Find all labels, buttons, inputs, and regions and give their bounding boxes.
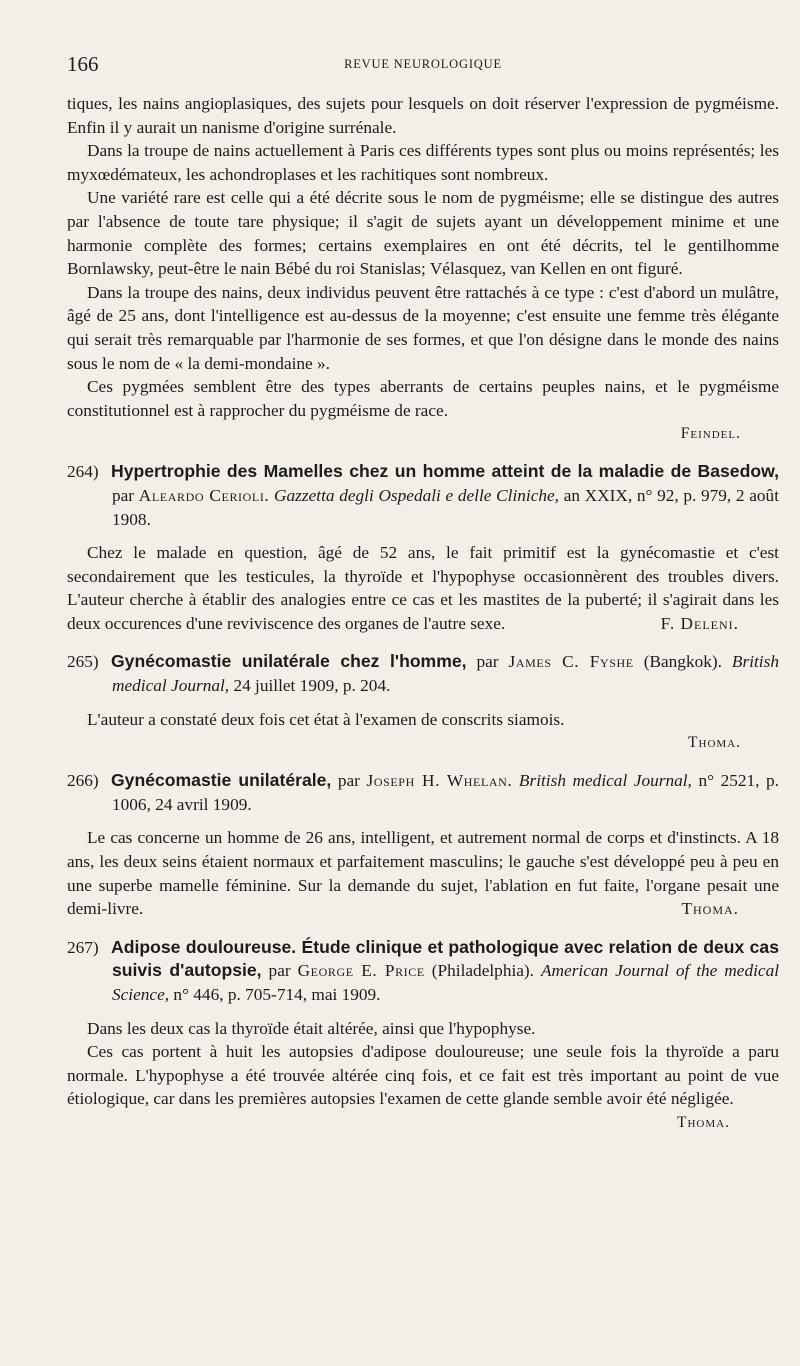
entry-number: 265) (67, 652, 99, 672)
running-title: REVUE NEUROLOGIQUE (344, 57, 502, 71)
entry-265-body: L'auteur a constaté deux fois cet état à l'examen de conscrits siamois. (87, 709, 565, 729)
entry-author: Joseph H. Whelan. (366, 771, 513, 791)
paragraph-troupe: Dans la troupe des nains, deux individus peuvent être rattachés à ce type : c'est d'abord un mulâtre, âgé de 25 ans, dont l'intelligence est au-dessus de la moyenne; c'est ensuite une femme très élégante qui serait très remarquable par l'harmonie de ses formes, et que l'on désigne dans le monde des nains sous le nom de « la demi-mondaine ». (67, 282, 779, 373)
paragraph-nain-types: Dans la troupe de nains actuellement à Paris ces différents types sont plus ou moins représentés; les myxœdémateux, les achondroplases et les rachitiques sont nombreux. (67, 141, 779, 184)
entry-title: Gynécomastie unilatérale, (111, 770, 332, 791)
entry-author: James C. Fyshe (508, 652, 634, 672)
entry-place: (Bangkok). (643, 652, 722, 672)
signature-thoma: Thoma. (688, 734, 741, 752)
running-head (67, 52, 779, 78)
page (67, 52, 779, 1134)
entry-number: 264) (67, 462, 99, 482)
entry-264 (67, 460, 779, 635)
entry-265 (67, 650, 779, 754)
entry-place: (Philadelphia). (431, 961, 535, 981)
entry-reference: n° 2521, p. 1006, 24 avril 1909. (112, 771, 779, 814)
signature-feindel: Feindel. (680, 425, 741, 443)
entry-267-body-2: Ces cas portent à huit les autopsies d'adipose douloureuse; une seule fois la thyroïde a paru normale. L'hypophyse a été trouvée altérée cinq fois, et ce fait est très important au point de vue étiologique, car dans les premières autopsies l'examen de cette glande semble avoir été négligée. (67, 1042, 779, 1109)
entry-title: Gynécomastie unilatérale chez l'homme, (111, 651, 467, 672)
entry-journal: Gazzetta degli Ospedali e delle Cliniche, (274, 485, 559, 505)
entry-by: par (476, 652, 499, 672)
entry-author: Aleardo Cerioli. (138, 485, 270, 505)
entry-body-text: Chez le malade en question, âgé de 52 ans, le fait primitif est la gynécomastie et c'est secondairement que les testicules, la thyroïde et l'hypophyse occasionnèrent des troubles divers. L'auteur cherche à établir des analogies entre ce cas et les mastites de la puberté; il s'agirait dans les deux occurences d'une reviviscence des organes de l'autre sexe. (67, 543, 779, 633)
entry-267-body-1: Dans les deux cas la thyroïde était altérée, ainsi que l'hypophyse. (87, 1018, 536, 1038)
entry-reference: n° 446, p. 705-714, mai 1909. (173, 985, 381, 1004)
entry-journal: British medical Journal, (112, 652, 779, 696)
entry-by: par (112, 485, 135, 505)
signature-thoma: Thoma. (681, 899, 739, 919)
signature-deleni: F. Deleni. (660, 613, 739, 633)
entry-264-heading (67, 460, 779, 531)
entry-by: par (268, 961, 291, 981)
paragraph-continuation: tiques, les nains angioplasiques, des sujets pour lesquels on doit réserver l'expression de pygméisme. Enfin il y aurait un nanisme d'origine surrénale. (67, 94, 779, 137)
entry-title: Hypertrophie des Mamelles chez un homme atteint de la maladie de Basedow, (111, 461, 779, 482)
paragraph-pygmeisme: Une variété rare est celle qui a été décrite sous le nom de pygméisme; elle se distingue des autres par l'absence de toute tare physique; il s'agit de sujets ayant un développement minime et une harmonie complète des formes; certains exemplaires en ont été décrits, tel le gentilhomme Bornlawsky, peut-être le nain Bébé du roi Stanislas; Vélasquez, van Kellen en ont figuré. (67, 188, 779, 279)
signature-thoma: Thoma. (677, 1113, 730, 1131)
entry-267-heading (67, 936, 779, 1007)
entry-266-heading (67, 769, 779, 816)
entry-title: Adipose douloureuse. Étude clinique et pathologique avec relation de deux cas suivis d'autopsie, (111, 936, 779, 981)
entry-reference: 24 juillet 1909, p. 204. (233, 676, 391, 696)
entry-journal: American Journal of the medical Science, (112, 961, 780, 1004)
entry-body-text: Le cas concerne un homme de 26 ans, intelligent, et autrement normal de corps et d'instincts. A 18 ans, les deux seins étaient normaux et parfaitement masculins; le gauche s'est développé peu à peu en une superbe mamelle féminine. Sur la demande du sujet, l'ablation en fut faite, l'organe pesait une demi-livre. (67, 828, 779, 919)
page-number: 166 (67, 52, 99, 76)
entry-264-body (67, 541, 779, 635)
entry-265-heading (67, 650, 779, 697)
entry-number: 266) (67, 771, 99, 791)
entry-266-body (67, 826, 779, 920)
entry-author: George E. Price (297, 961, 425, 981)
entry-267 (67, 936, 779, 1134)
paragraph-conclusion: Ces pygmées semblent être des types aberrants de certains peuples nains, et le pygméisme constitutionnel est à rapprocher du pygméisme de race. (67, 377, 779, 420)
entry-reference: an XXIX, n° 92, p. 979, 2 août 1908. (112, 485, 780, 529)
entry-by: par (337, 771, 360, 791)
entry-journal: British medical Journal, (518, 771, 692, 791)
entry-266 (67, 769, 779, 921)
entry-number: 267) (67, 937, 99, 957)
